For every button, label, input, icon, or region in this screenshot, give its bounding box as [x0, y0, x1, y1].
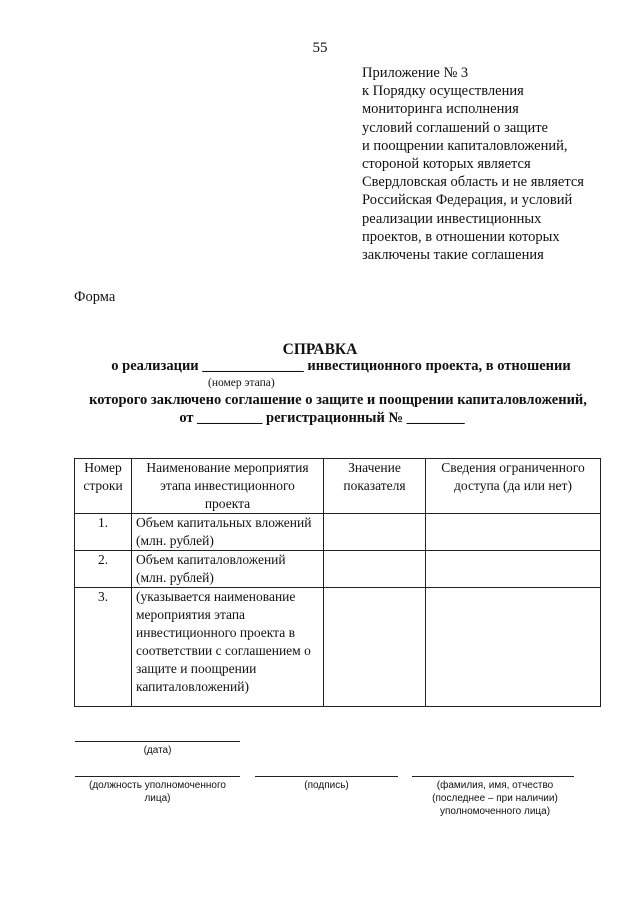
header-restricted-access: Сведения ограниченного доступа (да или нет): [426, 459, 601, 514]
position-line[interactable]: [75, 776, 240, 777]
appendix-note: [362, 64, 622, 264]
row-restricted-access[interactable]: [426, 588, 601, 707]
appendix-line: заключены такие соглашения: [362, 247, 544, 264]
appendix-line: реализации инвестиционных: [362, 210, 542, 227]
signature-line[interactable]: [255, 776, 398, 777]
table-row: [75, 588, 601, 707]
report-table: [74, 458, 601, 707]
document-title: СПРАВКА: [282, 341, 358, 358]
appendix-line: Приложение № 3: [362, 65, 469, 81]
row-number: 2.: [75, 551, 132, 588]
row-indicator-value[interactable]: [324, 551, 426, 588]
appendix-line: к Порядку осуществления: [362, 83, 524, 100]
appendix-line: Российская Федерация, и условий: [362, 192, 573, 209]
signature-caption: (подпись): [304, 780, 349, 791]
form-label: Форма: [74, 289, 116, 305]
title-line-2: которого заключено соглашение о защите и поощрении капиталовложений,: [89, 392, 587, 408]
row-restricted-access[interactable]: [426, 551, 601, 588]
row-activity-name: Объем капитальных вложений (млн. рублей): [132, 514, 324, 551]
title-line-3: от _________ регистрационный № ________: [179, 410, 465, 426]
table-header-row: [75, 459, 601, 514]
appendix-line: и поощрении капиталовложений,: [362, 137, 568, 154]
appendix-line: мониторинга исполнения: [362, 101, 519, 118]
date-caption: (дата): [143, 745, 172, 756]
header-row-number: Номер строки: [75, 459, 132, 514]
page-number: 55: [312, 40, 328, 56]
full-name-caption: (фамилия, имя, отчество (последнее – при наличии) уполномоченного лица): [432, 780, 558, 817]
position-caption: (должность уполномоченного лица): [89, 780, 226, 804]
row-activity-name: (указывается наименование мероприятия этапа инвестиционного проекта в соответствии с соглашением о защите и поощрении капиталовложений): [132, 588, 324, 707]
row-indicator-value[interactable]: [324, 514, 426, 551]
appendix-line: проектов, в отношении которых: [362, 228, 560, 245]
row-number: 1.: [75, 514, 132, 551]
title-line-1: о реализации ______________ инвестиционного проекта, в отношении: [111, 358, 571, 374]
appendix-line: условий соглашений о защите: [362, 119, 548, 136]
table-row: [75, 551, 601, 588]
appendix-line: Свердловская область и не является: [362, 174, 584, 191]
appendix-line: стороной которых является: [362, 156, 531, 173]
row-number: 3.: [75, 588, 132, 707]
header-indicator-value: Значение показателя: [324, 459, 426, 514]
row-indicator-value[interactable]: [324, 588, 426, 707]
date-line[interactable]: [75, 741, 240, 742]
row-restricted-access[interactable]: [426, 514, 601, 551]
row-activity-name: Объем капиталовложений (млн. рублей): [132, 551, 324, 588]
header-activity-name: Наименование мероприятия этапа инвестиционного проекта: [132, 459, 324, 514]
title-note-stage-number: (номер этапа): [208, 377, 275, 389]
table-row: [75, 514, 601, 551]
full-name-line[interactable]: [412, 776, 574, 777]
